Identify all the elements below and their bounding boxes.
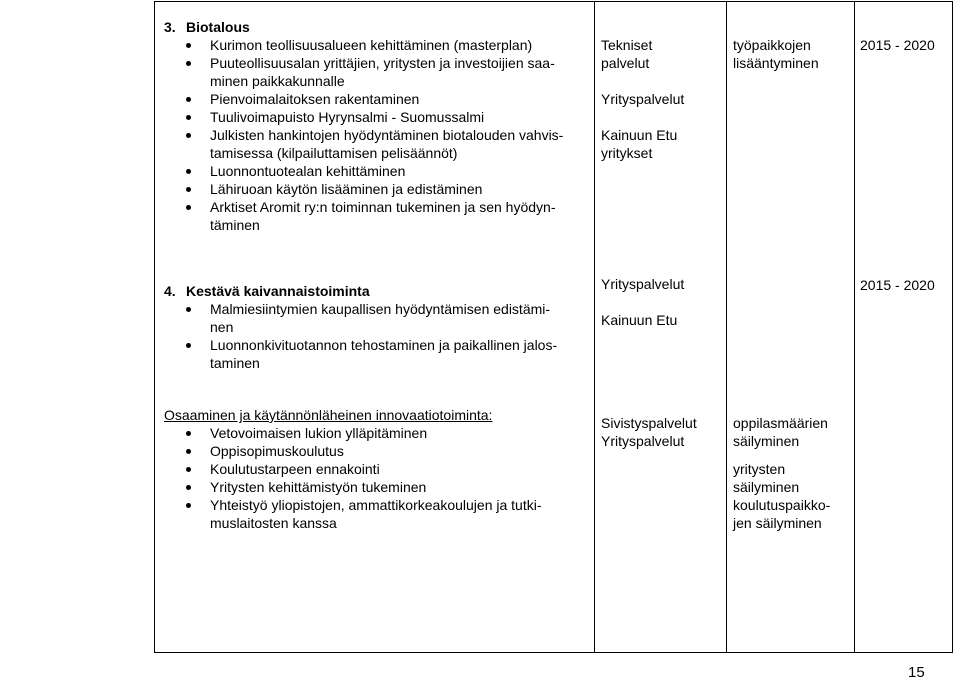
- table-border-bottom: [154, 652, 953, 653]
- bullet-list: [164, 300, 594, 372]
- list-item: Arktiset Aromit ry:n toiminnan tukeminen ja sen hyödyn- täminen: [164, 198, 594, 234]
- indicator: työpaikkojen lisääntyminen: [733, 37, 819, 71]
- bullet-icon: [186, 485, 191, 490]
- list-item: Malmiesiintymien kaupallisen hyödyntämisen edistämi- nen: [164, 300, 594, 336]
- responsible-parties: Sivistyspalvelut Yrityspalvelut: [601, 415, 697, 449]
- section-biotalous: [164, 18, 594, 234]
- bullet-list: [164, 36, 594, 234]
- bullet-icon: [186, 431, 191, 436]
- list-item: Yhteistyö yliopistojen, ammattikorkeakoulujen ja tutki- muslaitosten kanssa: [164, 496, 594, 532]
- bullet-icon: [186, 97, 191, 102]
- time-period: 2015 - 2020: [860, 37, 935, 53]
- section-heading: 4. Kestävä kaivannaistoiminta: [164, 283, 370, 299]
- list-item: Oppisopimuskoulutus: [164, 442, 594, 460]
- bullet-icon: [186, 449, 191, 454]
- list-item: Luonnonkivituotannon tehostaminen ja paikallinen jalos- taminen: [164, 336, 594, 372]
- bullet-icon: [186, 503, 191, 508]
- section-kaivannaistoiminta: [164, 282, 594, 372]
- bullet-icon: [186, 169, 191, 174]
- list-item: Pienvoimalaitoksen rakentaminen: [164, 90, 594, 108]
- list-item: Tuulivoimapuisto Hyrynsalmi - Suomussalmi: [164, 108, 594, 126]
- column-divider: [726, 1, 727, 653]
- bullet-icon: [186, 133, 191, 138]
- list-item: Puuteollisuusalan yrittäjien, yritysten ja investoijien saa- minen paikkakunnalle: [164, 54, 594, 90]
- indicator: oppilasmäärien säilyminen yritysten säilyminen koulutuspaikko- jen säilyminen: [733, 415, 831, 531]
- section-osaaminen: [164, 406, 594, 532]
- list-item: Luonnontuotealan kehittäminen: [164, 162, 594, 180]
- action-table: [154, 1, 953, 653]
- section-heading: Osaaminen ja käytännönläheinen innovaatiotoiminta:: [164, 407, 493, 423]
- bullet-icon: [186, 61, 191, 66]
- responsible-parties: Yrityspalvelut Kainuun Etu: [601, 276, 685, 328]
- list-item: Yritysten kehittämistyön tukeminen: [164, 478, 594, 496]
- table-border-top: [154, 1, 953, 2]
- table-border-right: [952, 1, 953, 653]
- bullet-icon: [186, 43, 191, 48]
- bullet-icon: [186, 205, 191, 210]
- bullet-icon: [186, 187, 191, 192]
- bullet-list: [164, 424, 594, 532]
- column-divider: [854, 1, 855, 653]
- section-heading: 3. Biotalous: [164, 19, 250, 35]
- time-period: 2015 - 2020: [860, 277, 935, 293]
- list-item: Koulutustarpeen ennakointi: [164, 460, 594, 478]
- responsible-parties: Tekniset palvelut Yrityspalvelut Kainuun Etu yritykset: [601, 37, 685, 161]
- bullet-icon: [186, 115, 191, 120]
- list-item: Kurimon teollisuusalueen kehittäminen (masterplan): [164, 36, 594, 54]
- bullet-icon: [186, 467, 191, 472]
- bullet-icon: [186, 343, 191, 348]
- column-divider: [594, 1, 595, 653]
- bullet-icon: [186, 307, 191, 312]
- list-item: Julkisten hankintojen hyödyntäminen biotalouden vahvis- tamisessa (kilpailuttamisen pelisäännöt): [164, 126, 594, 162]
- list-item: Lähiruoan käytön lisääminen ja edistäminen: [164, 180, 594, 198]
- table-border-left: [154, 1, 155, 653]
- page-number: 15: [908, 664, 925, 681]
- list-item: Vetovoimaisen lukion ylläpitäminen: [164, 424, 594, 442]
